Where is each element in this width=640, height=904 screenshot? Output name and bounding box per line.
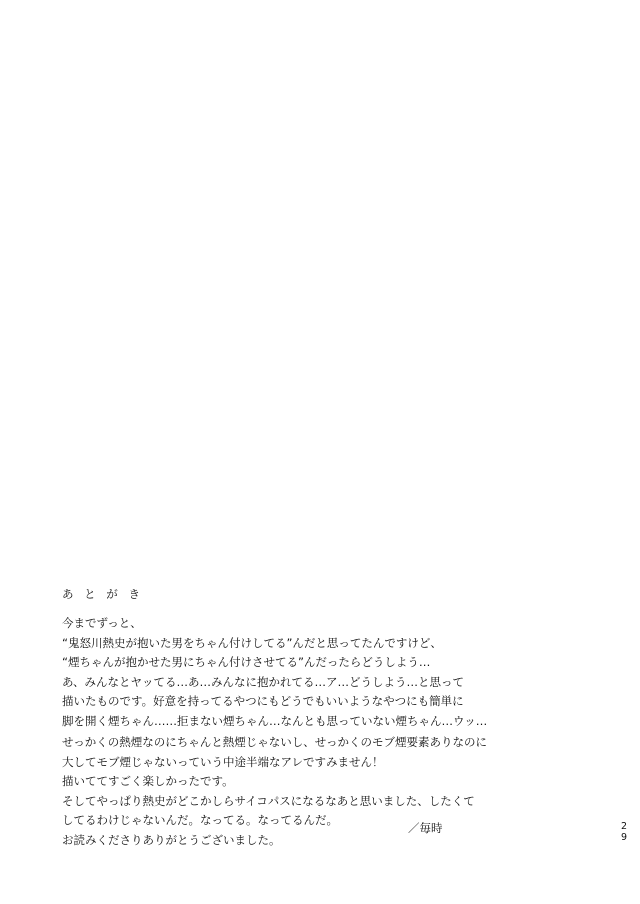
page-number-digit: 9 [620, 831, 628, 843]
afterword-line: あ、みんなとヤッてる…あ…みんなに抱かれてる…ア…どうしよう…と思って [62, 674, 465, 689]
page-number-digit: 2 [620, 821, 628, 832]
afterword-paragraph-group-one [62, 614, 487, 731]
afterword-line: お読みくださりありがとうございました。 [62, 832, 281, 847]
author-signature: ／毎時 [408, 821, 443, 835]
afterword-line: してるわけじゃないんだ。なってる。なってるんだ。 [62, 813, 338, 827]
afterword-line: 大してモブ煙じゃないっていう中途半端なアレですみません！ [62, 754, 384, 769]
afterword-line: 描いててすごく楽しかったです。 [62, 774, 234, 788]
afterword-line: “煙ちゃんが抱かせた男にちゃん付けさせてる”んだったらどうしよう… [62, 655, 431, 669]
afterword-line: そしてやっぱり熱史がどこかしらサイコパスになるなあと思いました、したくて [62, 793, 475, 808]
page-number [618, 822, 630, 843]
afterword-line: “鬼怒川熱史が抱いた男をちゃん付けしてる”んだと思ってたんですけど、 [62, 635, 442, 650]
afterword-line: せっかくの熱煙なのにちゃんと熱煙じゃないし、せっかくのモブ煙要素ありなのに [62, 735, 488, 749]
afterword-line: 描いたものです。好意を持ってるやつにもどうでもいいようなやつにも簡単に [62, 694, 464, 708]
afterword-heading: あ と が き [62, 587, 144, 601]
afterword-line: 今までずっと、 [62, 616, 142, 630]
afterword-line: 脚を開く煙ちゃん……拒まない煙ちゃん…なんとも思っていない煙ちゃん…ウッ… [62, 713, 488, 728]
